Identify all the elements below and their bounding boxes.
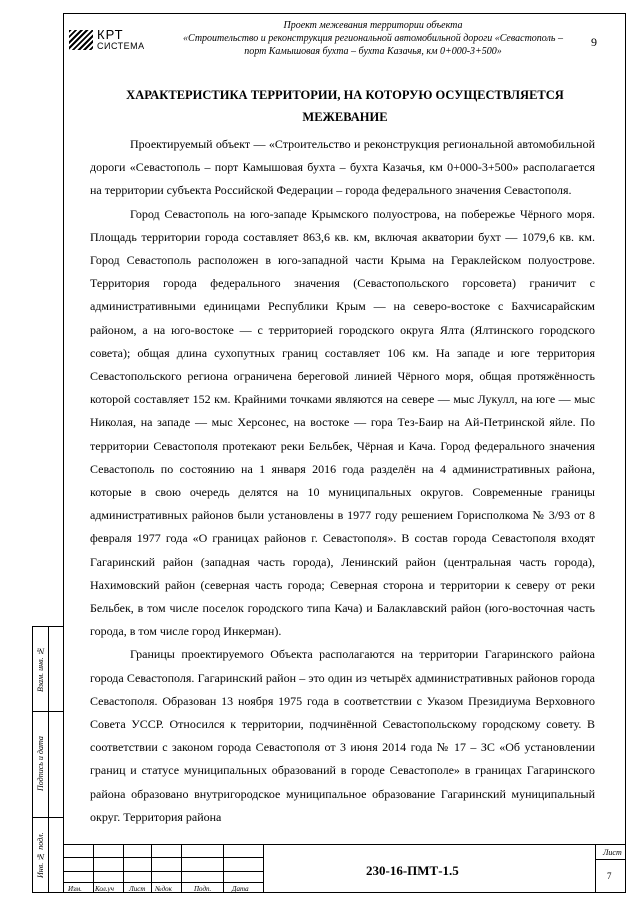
stamp-col-signature: Подп. <box>194 885 212 893</box>
header-project-title: Проект межевания территории объекта «Строительство и реконструкция региональной автомобильной дороги «Севастополь – порт Камышовая бухта – бухта Казачья, км 0+000-3+500» <box>183 20 563 57</box>
stamp-col-sheet: Лист <box>129 885 146 893</box>
stamp-col-docnum: №док <box>155 885 172 893</box>
paragraph: Проектируемый объект — «Строительство и реконструкция региональной автомобильной дороги «Севастополь – порт Камышовая бухта – бухта Казачья, км 0+000-3+500» располагается на территории субъекта Российской Федерации – города федерального значения Севастополя. <box>90 137 595 198</box>
paragraph: Город Севастополь на юго-западе Крымского полуострова, на побережье Чёрного моря. Площадь территории города составляет 863,6 кв. км, включая акватории бухт — 1079,6 кв. км. Город Севастополь расположен в юго-западной части Крыма на Гераклейском полуострове. Территория города федерального значения (Севастопольского горсовета) граничит с административными единицами Республики Крым — на северо-востоке с Бахчисарайским районом, а на юго-востоке — с территорией городского округа Ялта (Ялтинского городского совета); общая длина сухопутных границ составляет 106 км. На западе и юге территория Севастопольского региона ограничена береговой линией Чёрного моря, общая протяжённость которой составляет 152 км. Крайними точками являются на севере — мыс Лукулл, на юге — мыс Николая, на западе — мыс Херсонес, на востоке — гора Тез-Баир на Ай-Петринской яйле. По территории Севастополя протекают реки Бельбек, Чёрная и Кача. Город федерального значения Севастополь по состоянию на 1 января 2016 года разделён на 4 административных района, которые в свою очередь делятся на 10 муниципальных округов. Современные границы административных районов были установлены в 1977 году решением Горисполкома № 3/93 от 8 февраля 1977 года «О границах районов г. Севастополя». В состав города Севастополя входят Гагаринский район (западная часть города), Ленинский район (центральная часть города), Нахимовский район (северная часть города; Северная сторона и территории к северу от реки Бельбек, в том числе поселок городского типа Кача) и Балаклавский район (юго-восточная часть города, в том числе город Инкерман). <box>90 206 595 639</box>
page-header <box>63 13 626 65</box>
side-label-signature-date: Подпись и дата <box>36 736 45 792</box>
paragraph: Границы проектируемого Объекта располагаются на территории Гагаринского района города Севастополя. Гагаринский район – это один из четырёх административных районов города Севастополя. Образован 13 ноября 1975 года в соответствии с Указом Президиума Верховного Совета УССР. Относился к территории, подчинённой Севастопольскому городскому совету. В соответствии с законом города Севастополя от 3 июня 2014 года № 17 – ЗС «Об установлении границ и статусе муниципальных образований в городе Севастополе» в границах Гагаринского района образовано внутригородское муниципальное образование Гагаринский муниципальный округ. Территория района <box>90 647 595 824</box>
document-code: 230-16-ПМТ-1.5 <box>366 863 459 878</box>
side-label-replace-inv: Взам. инв. № <box>36 646 45 692</box>
section-title: ХАРАКТЕРИСТИКА ТЕРРИТОРИИ, НА КОТОРУЮ ОСУЩЕСТВЛЯЕТСЯ МЕЖЕВАНИЕ <box>126 88 564 124</box>
logo-mark-icon <box>69 30 93 50</box>
stamp-col-change: Изм. <box>68 885 82 893</box>
sheet-label: Лист <box>603 848 622 857</box>
side-label-original-inv: Инв. № подл. <box>36 832 45 879</box>
title-block-stamp <box>63 844 626 893</box>
document-body <box>90 133 595 829</box>
company-logo: КРТ СИСТЕМА <box>69 27 159 53</box>
header-page-number: 9 <box>591 35 597 49</box>
stamp-col-count: Кол.уч <box>95 885 114 893</box>
stamp-col-date: Дата <box>232 885 249 893</box>
left-binding-strip <box>32 626 63 893</box>
sheet-number: 7 <box>607 871 612 881</box>
